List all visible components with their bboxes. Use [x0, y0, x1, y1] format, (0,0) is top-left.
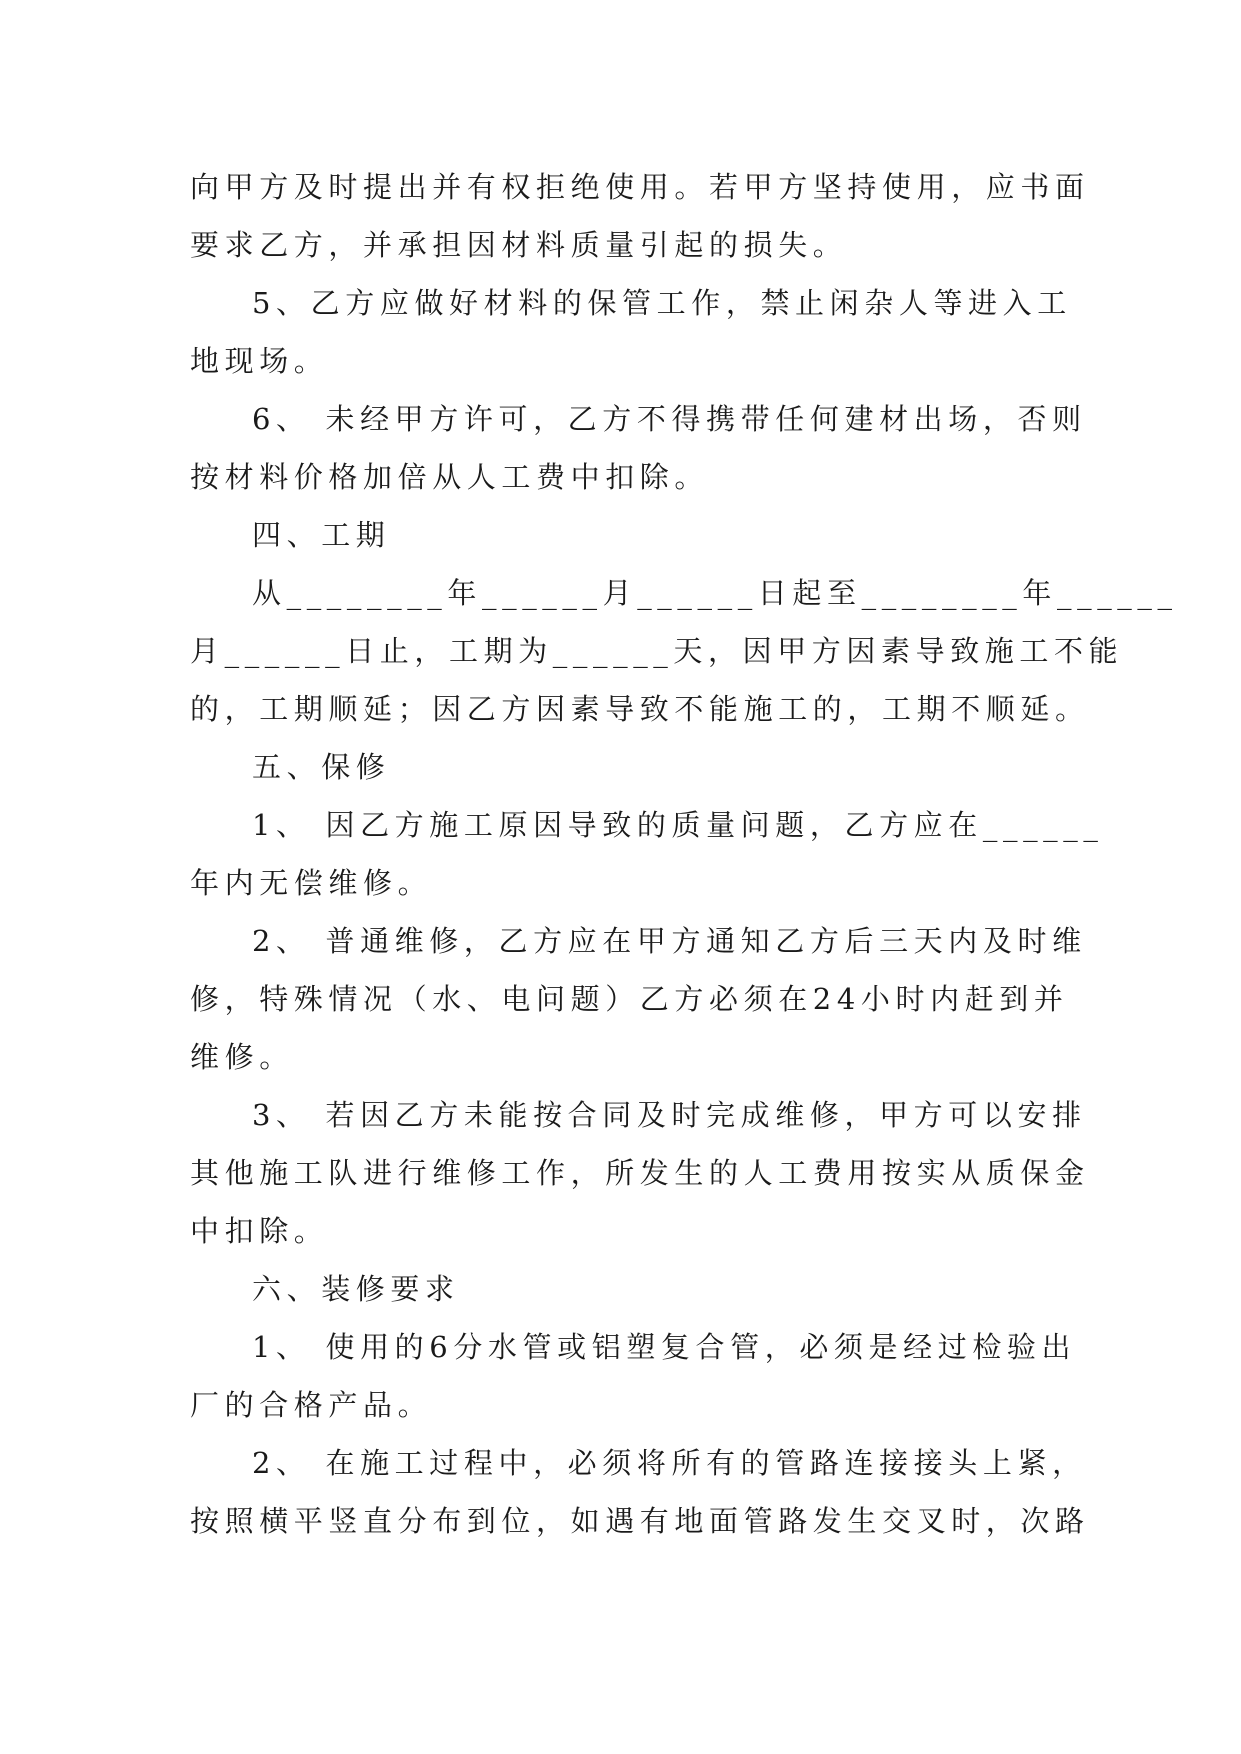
clause-5-3: 3、 若因乙方未能按合同及时完成维修，甲方可以安排 — [252, 1098, 1087, 1132]
text-line: 按照横平竖直分布到位，如遇有地面管路发生交叉时，次路 — [190, 1504, 1090, 1538]
section-heading-warranty: 五、保修 — [252, 750, 391, 784]
text-line: 维修。 — [190, 1040, 294, 1074]
section-heading-duration: 四、工期 — [252, 518, 391, 552]
clause-5-2: 2、 普通维修，乙方应在甲方通知乙方后三天内及时维 — [252, 924, 1087, 958]
text-line: 向甲方及时提出并有权拒绝使用。若甲方坚持使用，应书面 — [190, 170, 1090, 204]
section-heading-requirements: 六、装修要求 — [252, 1272, 460, 1306]
text-line: 按材料价格加倍从人工费中扣除。 — [190, 460, 710, 494]
text-line: 厂的合格产品。 — [190, 1388, 433, 1422]
text-line: 年内无偿维修。 — [190, 866, 433, 900]
contract-body-text — [190, 158, 1178, 1550]
clause-6-1: 1、 使用的6分水管或铝塑复合管，必须是经过检验出 — [252, 1330, 1077, 1364]
text-line: 修，特殊情况（水、电问题）乙方必须在24小时内赶到并 — [190, 982, 1069, 1016]
text-line: 其他施工队进行维修工作，所发生的人工费用按实从质保金 — [190, 1156, 1090, 1190]
clause-5-1: 1、 因乙方施工原因导致的质量问题，乙方应在______ — [252, 808, 1104, 842]
clause-3-6: 6、 未经甲方许可，乙方不得携带任何建材出场，否则 — [252, 402, 1087, 436]
text-line: 要求乙方，并承担因材料质量引起的损失。 — [190, 228, 848, 262]
text-line: 地现场。 — [190, 344, 329, 378]
clause-3-5: 5、乙方应做好材料的保管工作，禁止闲杂人等进入工 — [252, 286, 1072, 320]
clause-6-2: 2、 在施工过程中，必须将所有的管路连接接头上紧， — [252, 1446, 1087, 1480]
text-line: 中扣除。 — [190, 1214, 329, 1248]
text-line: 的，工期顺延；因乙方因素导致不能施工的，工期不顺延。 — [190, 692, 1090, 726]
duration-fill-in-line: 从________年______月______日起至________年______ — [252, 576, 1178, 610]
text-line: 月______日止，工期为______天，因甲方因素导致施工不能 — [190, 634, 1124, 668]
